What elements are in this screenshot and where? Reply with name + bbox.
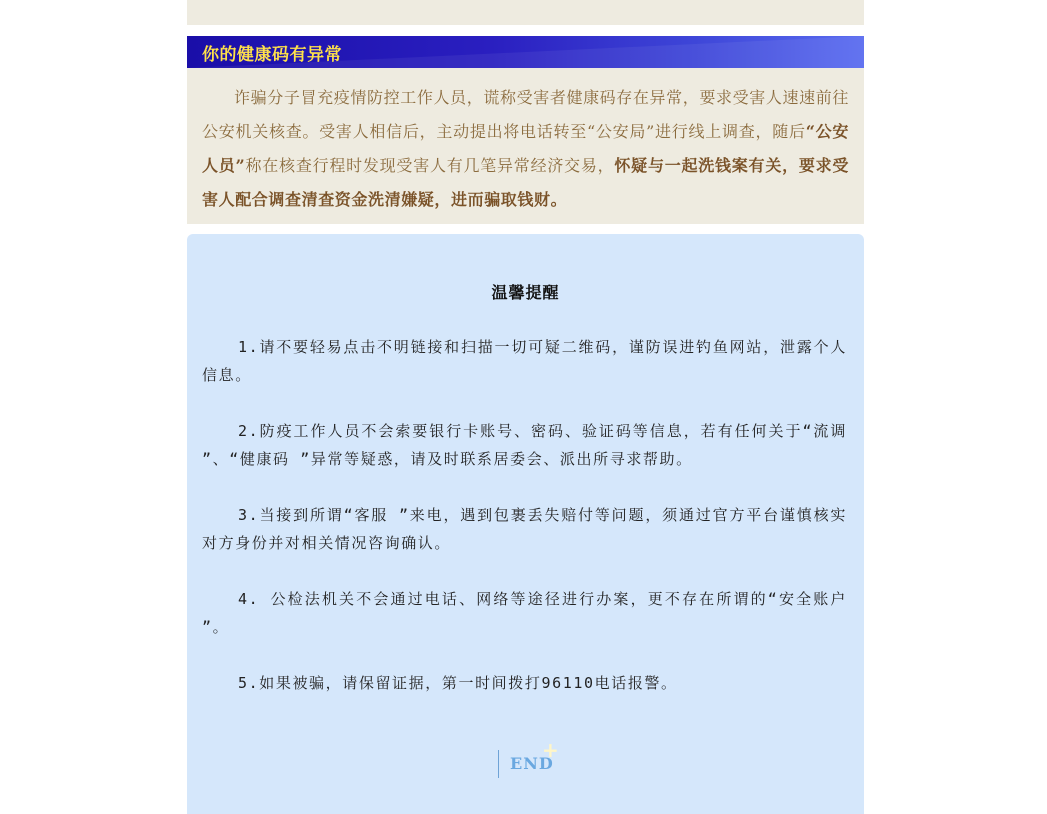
story-paragraph <box>202 81 849 217</box>
tip-item-4: 4. 公检法机关不会通过电话、网络等途径进行办案，更不存在所谓的“安全账户 ”。 <box>202 590 847 636</box>
tip-item-5: 5.如果被骗，请保留证据，第一时间拨打96110电话报警。 <box>238 674 678 692</box>
tip-item-3: 3.当接到所谓“客服 ”来电，遇到包裹丢失赔付等问题，须通过官方平台谨慎核实对方身份并对相关情况咨询确认。 <box>202 506 847 552</box>
section-title: 你的健康码有异常 <box>202 45 342 65</box>
top-decor-strip <box>187 0 864 25</box>
tips-box <box>187 234 864 814</box>
story-box <box>187 68 864 224</box>
tip-item-1: 1.请不要轻易点击不明链接和扫描一切可疑二维码，谨防误进钓鱼网站，泄露个人信息。 <box>202 338 847 384</box>
story-bold-1: “公安人员” <box>202 122 850 175</box>
end-mark <box>498 738 568 780</box>
story-text-1: 诈骗分子冒充疫情防控工作人员，谎称受害者健康码存在异常，要求受害人速速前往公安机关核查。受害人相信后，主动提出将电话转至“公安局”进行线上调查，随后 <box>202 88 849 141</box>
tip-item-2: 2.防疫工作人员不会索要银行卡账号、密码、验证码等信息，若有任何关于“流调 ”、“健康码 ”异常等疑惑，请及时联系居委会、派出所寻求帮助。 <box>202 422 847 468</box>
end-label: END <box>510 754 554 773</box>
tips-title: 温馨提醒 <box>491 283 560 302</box>
end-divider-line <box>498 750 499 778</box>
story-text-2: 称在核查行程时发现受害人有几笔异常经济交易， <box>245 156 615 175</box>
sparkle-plus-icon: + <box>542 738 559 762</box>
section-header <box>187 36 864 68</box>
story-bold-2: 怀疑与一起洗钱案有关，要求受害人配合调查清查资金洗清嫌疑，进而骗取钱财。 <box>202 156 849 209</box>
